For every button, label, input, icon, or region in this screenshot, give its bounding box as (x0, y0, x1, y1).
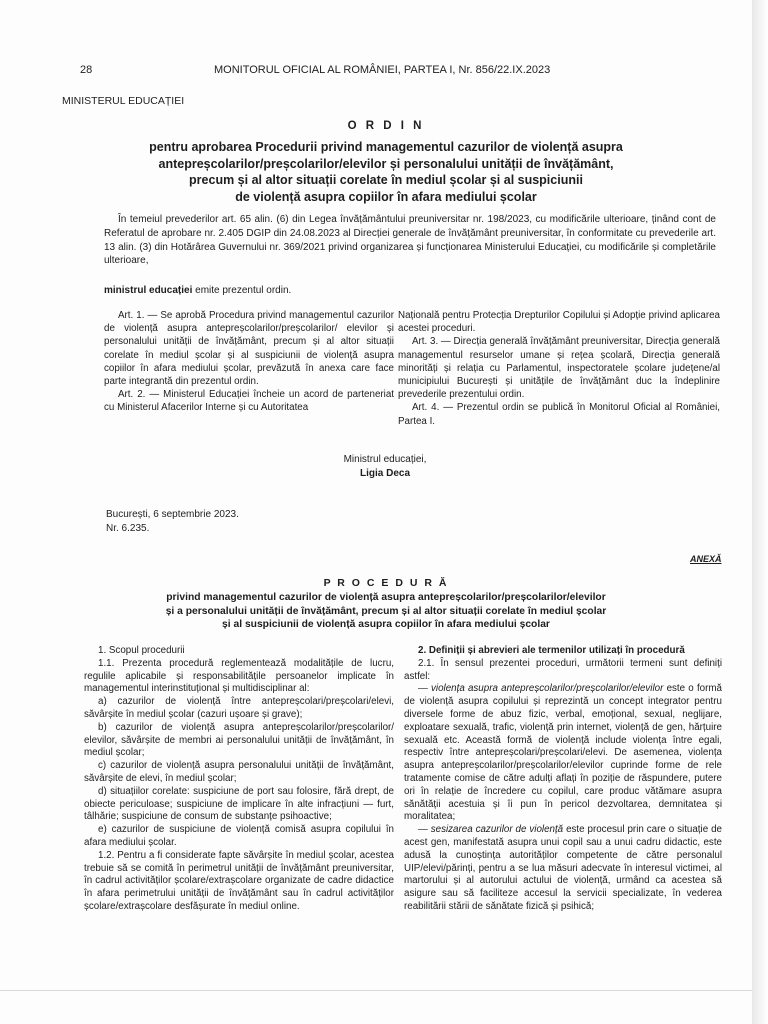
order-label: O R D I N (347, 120, 425, 132)
article-2-continued: Națională pentru Protecția Drepturilor Copilului și Adopție privind aplicarea acestei proceduri. (398, 310, 720, 335)
section-paragraph: a) cazurilor de violență între antepreșcolari/preșcolari/elevi, săvârșite în mediul școlar (cazuri ușoare și grave); (84, 696, 394, 720)
order-title (60, 139, 712, 205)
date-number-block (106, 508, 239, 535)
articles-left-column (104, 309, 394, 415)
annex-label: ANEXĂ (690, 554, 722, 564)
definition-text: este procesul prin care o situație de acest gen, manifestată asupra unui copil sau a unui cadru didactic, este adusă la cunoștința autorităților competente de către personalul UIP/elevi/părinți, pentru a se lua măsuri adecvate în interesul victimei, al martorului și al autorului actului de violență, urmând ca acestea să asigure sau să faciliteze accesul la servicii specializate, în vederea reabilitării stării de sănătate fizică și psihică; (404, 824, 722, 912)
signatory-name: Ligia Deca (359, 467, 411, 479)
procedure-subtitle-line: și al suspiciunii de violență asupra copiilor în afara mediului școlar (222, 619, 550, 630)
section-paragraph: d) situațiilor corelate: suspiciune de port sau folosire, fără drept, de obiecte periculoase; suspiciune de implicare în alte infracțiuni — furt, tâlhărie; suspiciune de consum de substanțe psihoactive; (84, 785, 394, 823)
section-paragraph: 1.1. Prezenta procedură reglementează modalitățile de lucru, regulile aplicabile și responsabilitățile persoanelor implicate în managementul interinstituțional și multidisciplinar al: (84, 657, 394, 695)
definition-reporting (404, 824, 722, 914)
procedure-subtitle-line: și a personalului unității de învățământ, precum și al altor situații corelate în mediul școlar (165, 605, 607, 617)
issuer-rest: emite prezentul ordin. (192, 285, 292, 296)
annex-right-column (404, 645, 722, 914)
signatory-role: Ministrul educației, (343, 454, 427, 465)
order-title-line: de violență asupra copiilor în afara mediului școlar (235, 189, 537, 204)
order-title-line: antepreșcolarilor/preșcolarilor/elevilor și personalului unității de învățământ, (158, 156, 614, 171)
procedure-subtitle-line: privind managementul cazurilor de violență asupra antepreșcolarilor/preșcolarilor/elevilor (166, 592, 606, 603)
publication-header: MONITORUL OFICIAL AL ROMÂNIEI, PARTEA I, Nr. 856/22.IX.2023 (214, 64, 551, 76)
section-paragraph: b) cazurilor de violență asupra antepreșcolarilor/preșcolarilor/ elevilor, săvârșite de membri ai personalului unității de învățământ, în mediul școlar; (84, 721, 394, 759)
definition-text: este o formă de violență asupra copilului și reprezintă un concept integrator pentru diversele forme de abuz fizic, verbal, emoțional, sexual, neglijare, exploatare sexuală, trafic, violență prin internet, violență de gen, hărțuire sexuală etc. Această formă de violență include violența între egali, respectiv între antepreșcolari/preșcolari/elevi. De asemenea, violența asupra antepreșcolarilor/preșcolarilor/elevilor cuprinde forme de rele tratamente comise de către adulți aflați în poziție de răspundere, putere ori în relație de încredere cu copilul, care produc vătămare asupra sănătății acestuia și îi pun în pericol dezvoltarea, demnitatea și moralitatea; (404, 683, 722, 823)
ministry-name: MINISTERUL EDUCAȚIEI (62, 95, 185, 107)
section-1-heading: 1. Scopul procedurii (98, 645, 185, 656)
page-bottom-edge (0, 990, 752, 991)
annex-left-column (84, 645, 394, 914)
page-shadow-edge (752, 0, 768, 1024)
preamble-text: În temeiul prevederilor art. 65 alin. (6) din Legea învățământului preuniversitar nr. 198/2023, cu modificările ulterioare, ținând cont de Referatul de aprobare nr. 2.405 DGIP din 24.08.2023 al Direcției generale de învățământ preuniversitar, în conformitate cu prevederile art. 13 alin. (3) din Hotărârea Guvernului nr. 369/2021 privind organizarea și funcționarea Ministerului Educației, cu modificările și completările ulterioare, (104, 214, 716, 267)
issuer-bold: ministrul educației (104, 285, 193, 296)
section-2-heading: 2. Definiții și abrevieri ale termenilor utilizați în procedură (418, 645, 685, 656)
procedure-title: P R O C E D U R Ă (323, 577, 449, 589)
definitions-intro: 2.1. În sensul prezentei proceduri, următorii termeni sunt definiți astfel: (404, 657, 722, 682)
article-3: Art. 3. — Direcția generală învățământ preuniversitar, Direcția generală managementul resurselor umane și rețea școlară, Direcția generală minorități și relația cu Parlamentul, inspectoratele școlare județene/al municipiului București și unitățile de învățământ duc la îndeplinire prevederile prezentului ordin. (398, 336, 720, 401)
procedure-subtitle (60, 591, 712, 632)
page-number: 28 (80, 64, 93, 76)
order-title-line: pentru aprobarea Procedurii privind managementul cazurilor de violență asupra (149, 140, 623, 154)
article-1: Art. 1. — Se aprobă Procedura privind managementul cazurilor de violență asupra antepreșcolarilor/preșcolarilor/ elevilor și personalului unității de învățământ, precum și al altor situații corelate în mediul școlar și al suspiciunii de violență asupra copiilor în afara mediului școlar, prevăzută în anexa care face parte integrantă din prezentul ordin. (104, 310, 394, 388)
place-date: București, 6 septembrie 2023. (106, 509, 239, 520)
issuer-line (104, 284, 291, 298)
signature-block (300, 453, 470, 480)
definition-term: — sesizarea cazurilor de violență (418, 824, 564, 836)
article-4: Art. 4. — Prezentul ordin se publică în Monitorul Oficial al României, Partea I. (398, 402, 720, 427)
articles-right-column (398, 309, 720, 428)
section-paragraph: c) cazurilor de violență asupra personalului unității de învățământ, săvârșite de elevi, în mediul școlar; (84, 760, 394, 784)
article-2: Art. 2. — Ministerul Educației încheie un acord de parteneriat cu Ministerul Afacerilor Interne și cu Autoritatea (104, 389, 394, 414)
section-paragraph: e) cazurilor de suspiciune de violență comisă asupra copilului în afara mediului școlar. (84, 824, 394, 848)
order-title-line: precum și al altor situații corelate în mediul școlar și al suspiciunii (189, 173, 583, 187)
order-number: Nr. 6.235. (106, 522, 150, 534)
definition-violence (404, 683, 722, 824)
section-paragraph: 1.2. Pentru a fi considerate fapte săvârșite în mediul școlar, acestea trebuie să se comită în perimetrul unității de învățământ preuniversitar, în cadrul activităților școlare/extrașcolare organizate de cadre didactice în afara perimetrului unității de învățământ sau în cadrul activităților școlare/extrașcolare desfășurate în mediul online. (84, 849, 394, 912)
definition-term: — violența asupra antepreșcolarilor/preșcolarilor/elevilor (418, 683, 664, 695)
order-preamble (104, 213, 716, 268)
